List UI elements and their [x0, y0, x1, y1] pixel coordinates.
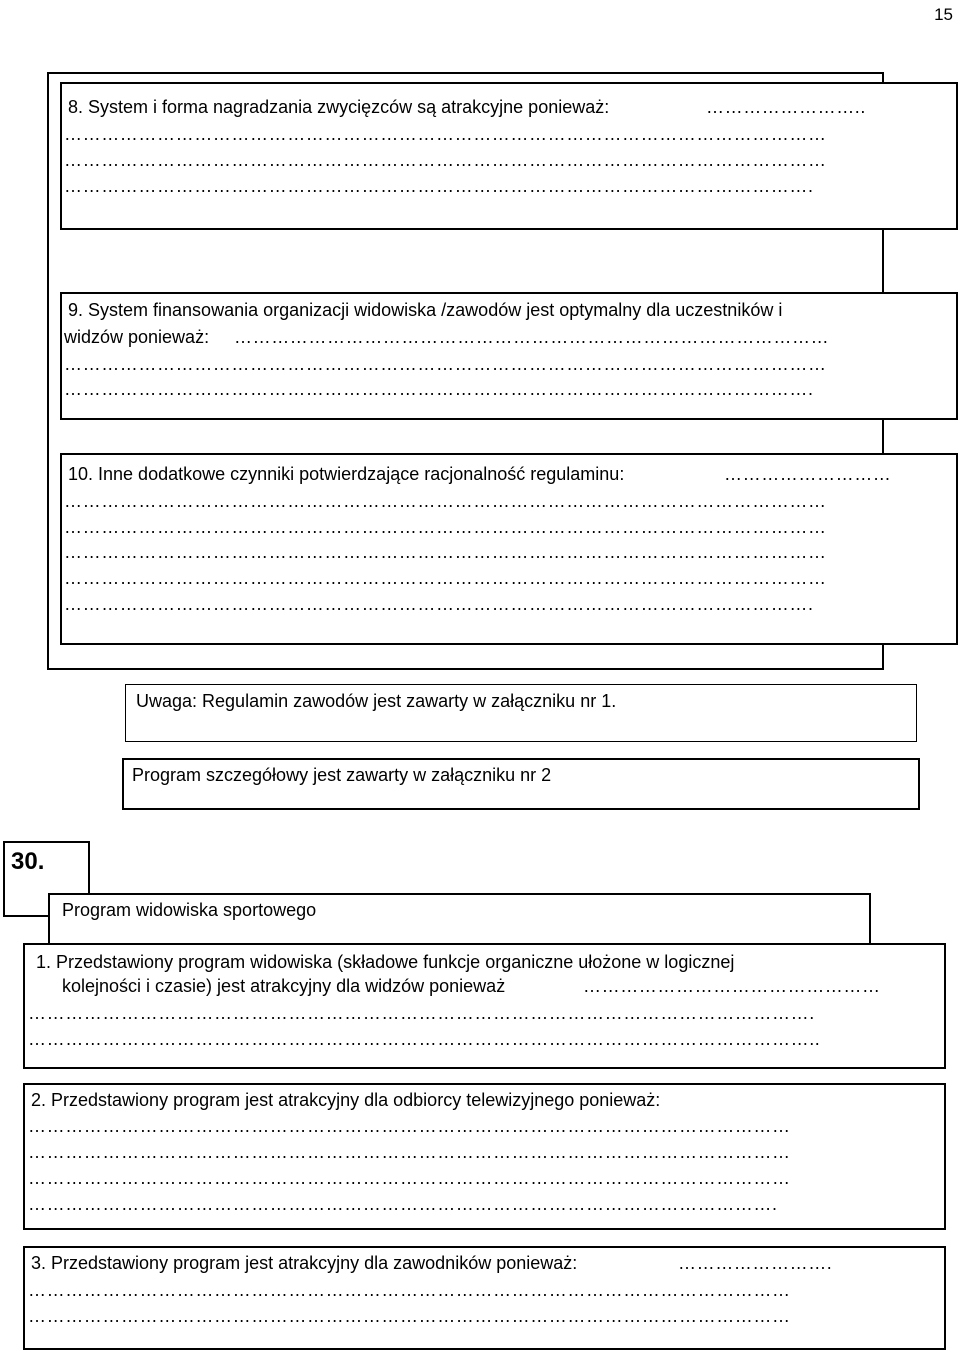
- q10-answer-line-1[interactable]: ………………………: [724, 464, 892, 484]
- s-q2-answer-line-1[interactable]: ……………………………………………………………………………………………………………: [28, 1116, 791, 1136]
- q9-answer-line-3[interactable]: ………………………………………………………………………………………………………….: [64, 379, 814, 399]
- s-q3-answer-line-3[interactable]: ……………………………………………………………………………………………………………: [28, 1306, 791, 1326]
- section-number: 30.: [11, 848, 45, 875]
- q10-answer-line-5[interactable]: ……………………………………………………………………………………………………………: [64, 568, 827, 588]
- q10-answer-line-4[interactable]: ……………………………………………………………………………………………………………: [64, 542, 827, 562]
- q9-answer-line-2[interactable]: ……………………………………………………………………………………………………………: [64, 354, 827, 374]
- s-q1-answer-line-1[interactable]: …………………………………………: [583, 976, 881, 996]
- q9-answer-line-1[interactable]: ……………………………………………………………………………………: [234, 327, 830, 347]
- s-q2-answer-line-2[interactable]: ……………………………………………………………………………………………………………: [28, 1142, 791, 1162]
- s-q3-label: 3. Przedstawiony program jest atrakcyjny dla zawodników ponieważ:: [31, 1253, 578, 1273]
- note-program: Program szczegółowy jest zawarty w załączniku nr 2: [132, 765, 552, 785]
- note-regulamin: Uwaga: Regulamin zawodów jest zawarty w załączniku nr 1.: [136, 691, 617, 711]
- q8-answer-line-2[interactable]: ……………………………………………………………………………………………………………: [64, 124, 827, 144]
- q8-answer-line-3[interactable]: ……………………………………………………………………………………………………………: [64, 150, 827, 170]
- q8-label: 8. System i forma nagradzania zwycięzców są atrakcyjne ponieważ:: [68, 97, 610, 117]
- s-q2-answer-line-3[interactable]: ……………………………………………………………………………………………………………: [28, 1168, 791, 1188]
- q8-answer-line-4[interactable]: ………………………………………………………………………………………………………….: [64, 176, 814, 196]
- q10-answer-line-2[interactable]: ……………………………………………………………………………………………………………: [64, 491, 827, 511]
- section-title: Program widowiska sportowego: [62, 900, 317, 920]
- s-q3-answer-line-2[interactable]: ……………………………………………………………………………………………………………: [28, 1280, 791, 1300]
- s-q1-answer-line-2[interactable]: ……………………………………………………………………………………………………………….: [28, 1003, 815, 1023]
- q10-answer-line-6[interactable]: ………………………………………………………………………………………………………….: [64, 594, 814, 614]
- q10-label: 10. Inne dodatkowe czynniki potwierdzające racjonalność regulaminu:: [68, 464, 625, 484]
- s-q2-label: 2. Przedstawiony program jest atrakcyjny dla odbiorcy telewizyjnego ponieważ:: [31, 1090, 661, 1110]
- s-q2-answer-line-4[interactable]: ………………………………………………………………………………………………………….: [28, 1194, 778, 1214]
- s-q1-answer-line-3[interactable]: ………………………………………………………………………………………………………………..: [28, 1029, 821, 1049]
- q9-label-line-2: widzów ponieważ:: [64, 327, 210, 347]
- page-number: 15: [934, 5, 953, 24]
- s-q1-label-line-1: 1. Przedstawiony program widowiska (składowe funkcje organiczne ułożone w logicznej: [36, 952, 735, 972]
- s-q1-label-line-2: kolejności i czasie) jest atrakcyjny dla widzów ponieważ: [62, 976, 506, 996]
- q8-answer-line-1[interactable]: ……………………..: [706, 97, 867, 117]
- q9-label-line-1: 9. System finansowania organizacji widowiska /zawodów jest optymalny dla uczestników i: [68, 300, 783, 320]
- q10-answer-line-3[interactable]: ……………………………………………………………………………………………………………: [64, 517, 827, 537]
- s-q3-answer-line-1[interactable]: …………………….: [678, 1253, 833, 1273]
